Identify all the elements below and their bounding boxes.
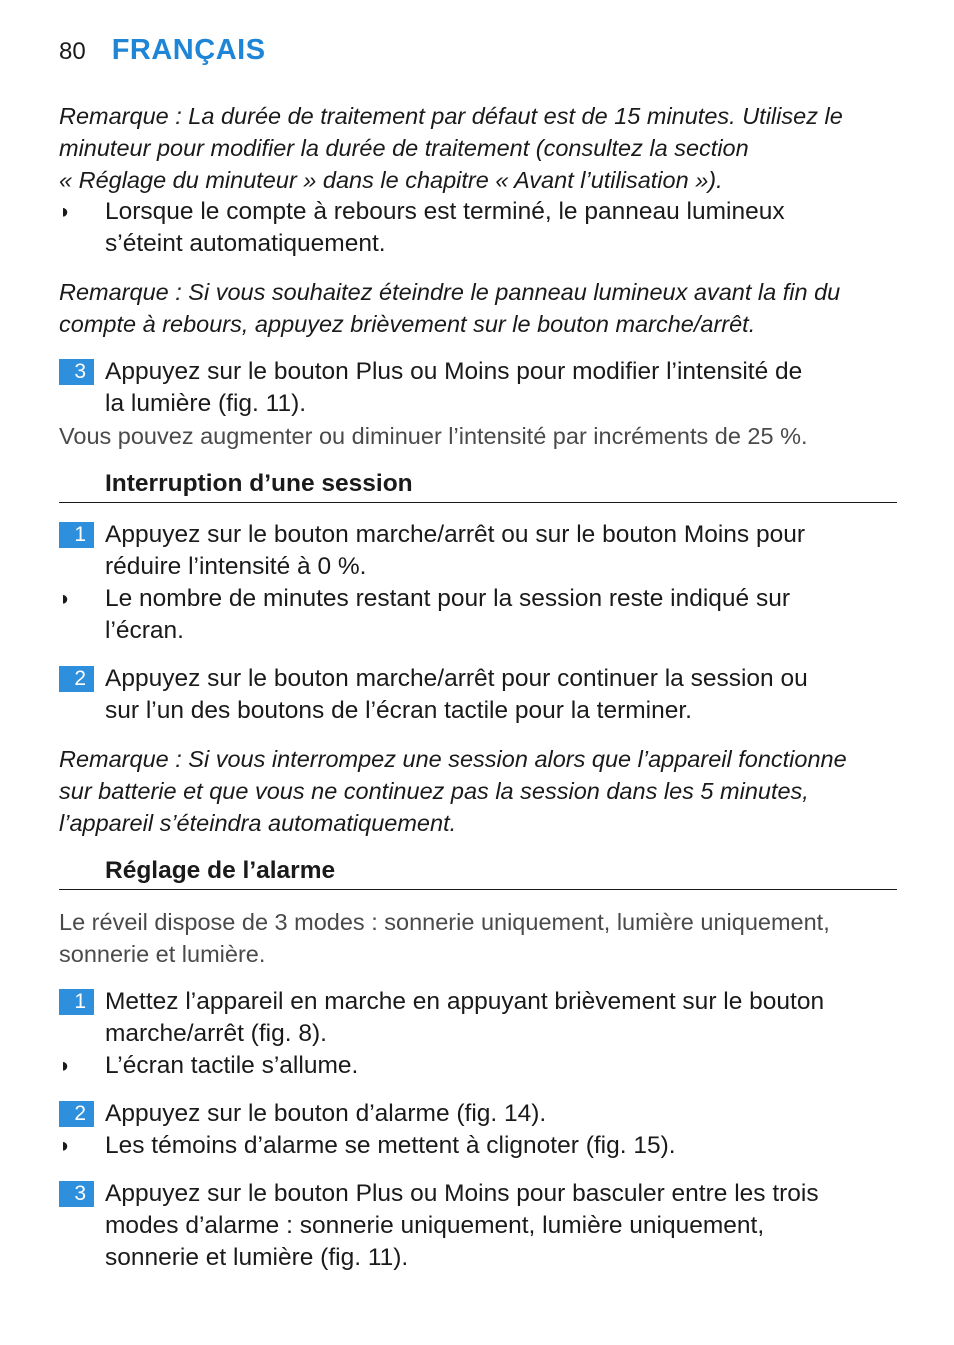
note-battery xyxy=(59,743,897,839)
note-line: « Réglage du minuteur » dans le chapitre « Avant l’utilisation »). xyxy=(59,167,723,193)
bullet-line: l’écran. xyxy=(105,617,184,644)
step-item xyxy=(59,1178,897,1274)
section-heading: Interruption d’une session xyxy=(59,468,897,503)
step-number-badge: 1 xyxy=(59,989,94,1015)
note-line: sur batterie et que vous ne continuez pas la session dans les 5 minutes, xyxy=(59,778,809,804)
bullet-item xyxy=(59,1130,897,1162)
step-item xyxy=(59,519,897,583)
language-title: FRANÇAIS xyxy=(111,34,266,66)
note-default-duration xyxy=(59,100,897,196)
step-item xyxy=(59,356,897,420)
bullet-line: L’écran tactile s’allume. xyxy=(105,1052,359,1079)
step-line: marche/arrêt (fig. 8). xyxy=(105,1020,327,1047)
triangle-bullet-icon: ◗ xyxy=(59,588,72,610)
bullet-line: Le nombre de minutes restant pour la session reste indiqué sur xyxy=(105,585,791,612)
page-number: 80 xyxy=(59,38,86,65)
step-number-badge: 1 xyxy=(59,522,94,548)
plain-line: Le réveil dispose de 3 modes : sonnerie uniquement, lumière uniquement, xyxy=(59,909,830,935)
step-number-badge: 3 xyxy=(59,359,94,385)
step-line: Appuyez sur le bouton Plus ou Moins pour modifier l’intensité de xyxy=(105,358,803,385)
step-number-badge: 2 xyxy=(59,1101,94,1127)
step-line: Appuyez sur le bouton marche/arrêt ou sur le bouton Moins pour xyxy=(105,521,806,548)
bullet-line: Lorsque le compte à rebours est terminé, le panneau lumineux xyxy=(105,198,785,225)
step-line: Appuyez sur le bouton d’alarme (fig. 14). xyxy=(105,1100,547,1127)
step-line: Mettez l’appareil en marche en appuyant brièvement sur le bouton xyxy=(105,988,825,1015)
step-line: Appuyez sur le bouton Plus ou Moins pour basculer entre les trois xyxy=(105,1180,819,1207)
step-item xyxy=(59,986,897,1050)
bullet-item xyxy=(59,196,897,260)
note-line: Remarque : Si vous interrompez une session alors que l’appareil fonctionne xyxy=(59,746,847,772)
bullet-item xyxy=(59,583,897,647)
intensity-info: Vous pouvez augmenter ou diminuer l’intensité par incréments de 25 %. xyxy=(59,423,808,449)
note-line: l’appareil s’éteindra automatiquement. xyxy=(59,810,457,836)
step-item xyxy=(59,1098,897,1130)
note-turn-off xyxy=(59,276,897,340)
step-line: modes d’alarme : sonnerie uniquement, lumière uniquement, xyxy=(105,1212,765,1239)
section-heading: Réglage de l’alarme xyxy=(59,855,897,890)
plain-line: sonnerie et lumière. xyxy=(59,941,266,967)
triangle-bullet-icon: ◗ xyxy=(59,1135,72,1157)
page-header xyxy=(59,34,266,74)
alarm-modes-info xyxy=(59,906,897,970)
step-line: Appuyez sur le bouton marche/arrêt pour continuer la session ou xyxy=(105,665,808,692)
triangle-bullet-icon: ◗ xyxy=(59,1055,72,1077)
note-line: Remarque : La durée de traitement par défaut est de 15 minutes. Utilisez le xyxy=(59,103,843,129)
page-content xyxy=(59,100,897,1274)
step-number-badge: 2 xyxy=(59,666,94,692)
note-line: Remarque : Si vous souhaitez éteindre le panneau lumineux avant la fin du xyxy=(59,279,841,305)
bullet-item xyxy=(59,1050,897,1082)
step-line: réduire l’intensité à 0 %. xyxy=(105,553,367,580)
note-line: compte à rebours, appuyez brièvement sur le bouton marche/arrêt. xyxy=(59,311,756,337)
bullet-line: s’éteint automatiquement. xyxy=(105,230,386,257)
step-number-badge: 3 xyxy=(59,1181,94,1207)
step-item xyxy=(59,663,897,727)
step-line: sur l’un des boutons de l’écran tactile pour la terminer. xyxy=(105,697,692,724)
triangle-bullet-icon: ◗ xyxy=(59,201,72,223)
bullet-line: Les témoins d’alarme se mettent à clignoter (fig. 15). xyxy=(105,1132,676,1159)
step-line: sonnerie et lumière (fig. 11). xyxy=(105,1244,409,1271)
step-line: la lumière (fig. 11). xyxy=(105,390,307,417)
note-line: minuteur pour modifier la durée de traitement (consultez la section xyxy=(59,135,749,161)
